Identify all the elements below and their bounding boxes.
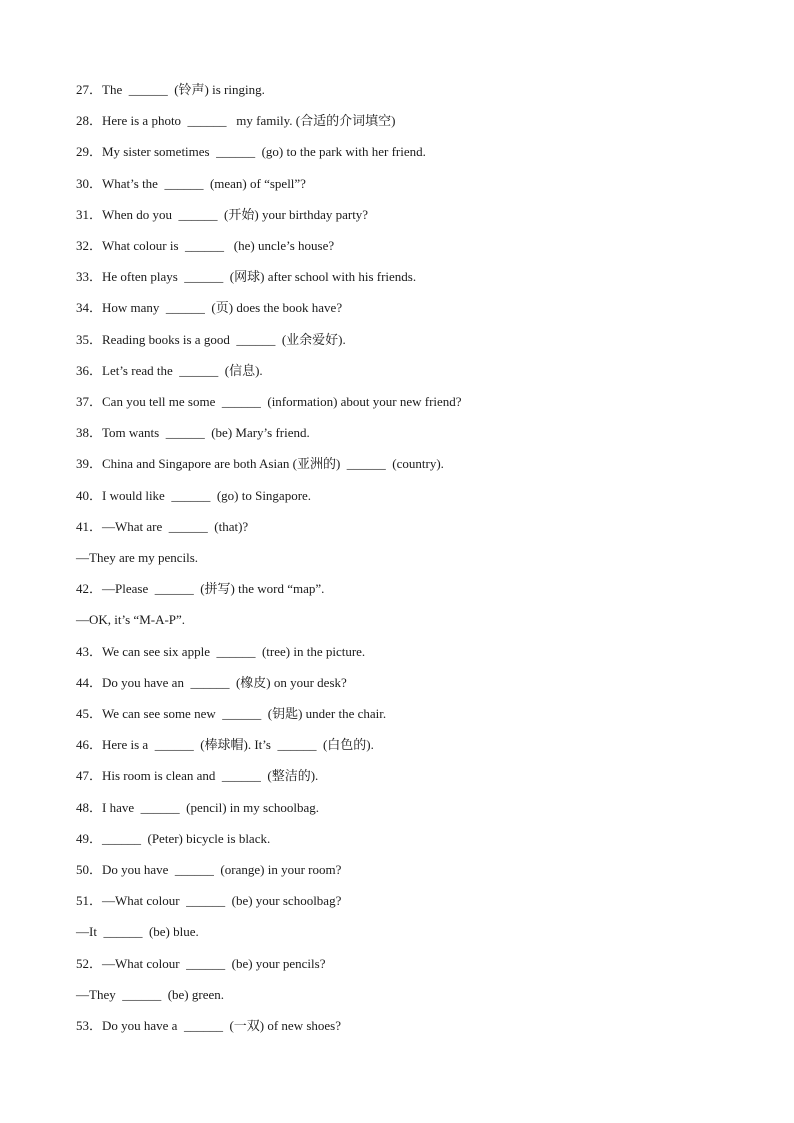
exercise-line: 46．Here is a ______ (棒球帽). It’s ______ (白色的).: [76, 737, 374, 753]
exercise-line: 52．—What colour ______ (be) your pencils?: [76, 955, 326, 971]
exercise-line: 48．I have ______ (pencil) in my schoolbag.: [76, 799, 319, 815]
exercise-line: 30．What’s the ______ (mean) of “spell”?: [76, 175, 306, 191]
exercise-line: 39．China and Singapore are both Asian (亚洲的) ______ (country).: [76, 456, 444, 472]
exercise-line: 31．When do you ______ (开始) your birthday party?: [76, 206, 369, 222]
exercise-line: 32．What colour is ______ (he) uncle’s house?: [76, 238, 335, 253]
exercise-line: 53．Do you have a ______ (一双) of new shoes?: [76, 1018, 342, 1033]
exercise-line: 43．We can see six apple ______ (tree) in the picture.: [76, 643, 366, 659]
exercise-line: —It ______ (be) blue.: [76, 924, 199, 940]
exercise-line: 41．—What are ______ (that)?: [76, 518, 249, 534]
exercise-line: 49．______ (Peter) bicycle is black.: [76, 830, 271, 846]
exercise-line: —OK, it’s “M-A-P”.: [76, 612, 186, 628]
exercise-line: 42．—Please ______ (拼写) the word “map”.: [76, 581, 325, 597]
exercise-line: 35．Reading books is a good ______ (业余爱好).: [76, 331, 346, 347]
exercise-line: 51．—What colour ______ (be) your schoolbag?: [76, 893, 342, 909]
exercise-line: 36．Let’s read the ______ (信息).: [76, 362, 263, 378]
exercise-line: 45．We can see some new ______ (钥匙) under the chair.: [76, 706, 387, 721]
exercise-line: 44．Do you have an ______ (橡皮) on your desk?: [76, 674, 347, 690]
exercise-line: 37．Can you tell me some ______ (information) about your new friend?: [76, 394, 462, 409]
exercise-line: 34．How many ______ (页) does the book have?: [76, 300, 343, 316]
exercise-line: 40．I would like ______ (go) to Singapore.: [76, 487, 312, 503]
exercise-line: 38．Tom wants ______ (be) Mary’s friend.: [76, 425, 310, 441]
exercise-line: 29．My sister sometimes ______ (go) to the park with her friend.: [76, 144, 426, 160]
exercise-line: 50．Do you have ______ (orange) in your room?: [76, 862, 342, 877]
exercise-line: 47．His room is clean and ______ (整洁的).: [76, 768, 319, 784]
exercise-line: 27．The ______ (铃声) is ringing.: [76, 82, 265, 97]
exercise-line: —They are my pencils.: [76, 550, 199, 565]
exercise-line: —They ______ (be) green.: [76, 986, 225, 1002]
exercise-line: 28．Here is a photo ______ my family. (合适的介词填空): [76, 113, 396, 129]
exercise-line: 33．He often plays ______ (网球) after school with his friends.: [76, 269, 417, 285]
